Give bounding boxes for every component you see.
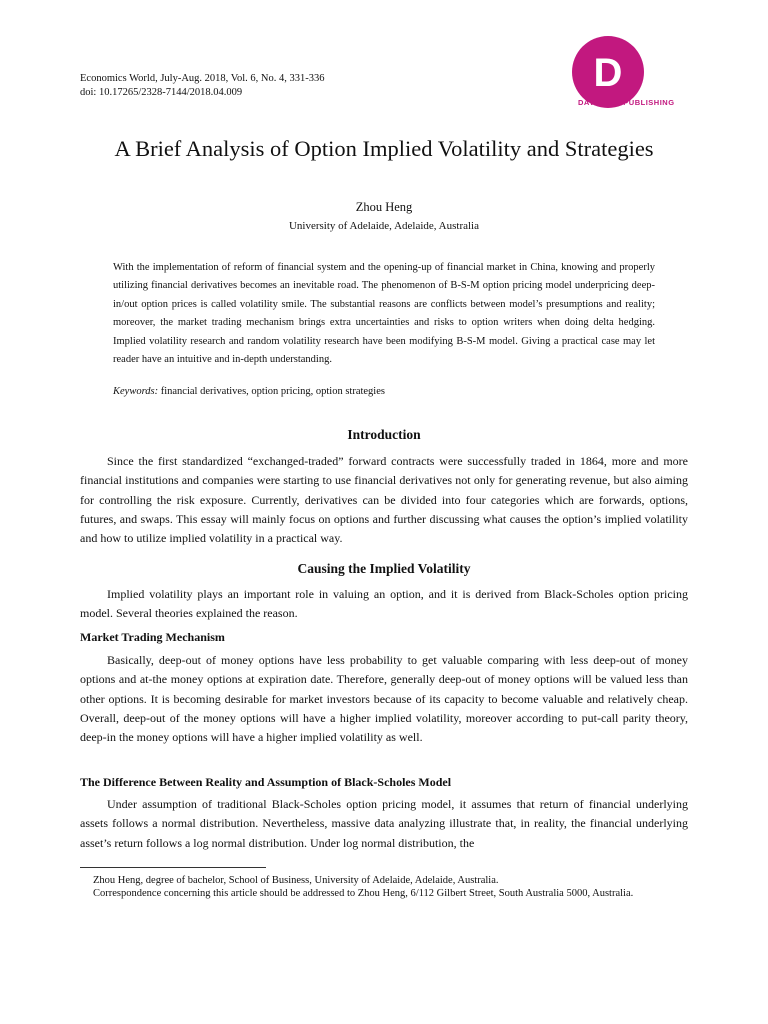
logo-word-david: DAVID — [578, 98, 604, 107]
journal-header — [80, 72, 324, 99]
subheading-market-trading-mechanism: Market Trading Mechanism — [80, 630, 225, 644]
difference-paragraph: Under assumption of traditional Black-Scholes option pricing model, it assumes that return of financial underlying assets follows a normal distribution. Nevertheless, massive data analyzing illustrate that, in reality, the financial underlying asset’s return follows a log normal distribution. Under log normal distribution, the — [80, 797, 688, 850]
author-name: Zhou Heng — [355, 200, 413, 214]
publisher-logo — [556, 34, 696, 114]
footnote-author: Zhou Heng, degree of bachelor, School of Business, University of Adelaide, Adelaide, Australia. — [93, 875, 499, 886]
logo-word-publishing: PUBLISHING — [623, 98, 675, 107]
keywords — [113, 386, 655, 397]
causing-paragraph: Implied volatility plays an important role in valuing an option, and it is derived from Black-Scholes option pricing model. Several theories explained the reason. — [80, 587, 688, 621]
keywords-text: financial derivatives, option pricing, option strategies — [160, 386, 385, 397]
market-trading-paragraph: Basically, deep-out of money options have less probability to get valuable comparing with less deep-out of money options and at-the money options at expiration date. Therefore, generally deep-out of money options will be valued less than other options. It is becoming desirable for market investors because of its capacity to become valuable and relatively cheap. Overall, deep-out of the money options will have a higher implied volatility, moreover according to put-call parity theory, deep-in the money options will have a higher implied volatility as well. — [80, 653, 688, 745]
footnotes — [80, 875, 688, 900]
keywords-label: Keywords: — [113, 386, 159, 397]
doi: doi: 10.17265/2328-7144/2018.04.009 — [80, 86, 243, 98]
journal-citation: Economics World, July-Aug. 2018, Vol. 6, No. 4, 331-336 — [80, 73, 325, 84]
subheading-difference-reality-assumption: The Difference Between Reality and Assumption of Black-Scholes Model — [80, 775, 452, 789]
section-heading-causing: Causing the Implied Volatility — [297, 561, 471, 576]
paper-title: A Brief Analysis of Option Implied Volatility and Strategies — [114, 136, 654, 161]
logo-letter: D — [593, 51, 623, 95]
author-affiliation: University of Adelaide, Adelaide, Australia — [288, 220, 479, 232]
footnote-divider — [80, 867, 266, 868]
logo-wordmark — [578, 98, 675, 107]
abstract: With the implementation of reform of financial system and the opening-up of financial market in China, knowing and properly utilizing financial derivatives becomes an inevitable road. The phenomenon of B-S-M option pricing model underpricing deep-in/out option prices is called volatility smile. The substantial reasons are conflicts between model’s presumptions and reality; moreover, the market trading mechanism brings extra uncertainties and risks to option writers when doing delta hedging. Implied volatility research and random volatility research have been modifying B-S-M model. Giving a practical case may let reader have an intuitive and in-depth understanding. — [113, 262, 655, 366]
footnote-correspondence: Correspondence concerning this article should be addressed to Zhou Heng, 6/112 Gilbert Street, South Australia 5000, Australia. — [93, 887, 634, 899]
section-heading-introduction: Introduction — [347, 427, 421, 442]
introduction-paragraph: Since the first standardized “exchanged-traded” forward contracts were successfully traded in 1864, more and more financial institutions and companies were starting to use financial derivatives not only for generating revenue, but also aiming for controlling the risk exposure. Currently, derivatives can be divided into four categories which are forwards, options, futures, and swaps. This essay will mainly focus on options and further discussing what causes the option’s implied volatility and how to utilize implied volatility in a practical way. — [80, 454, 688, 546]
